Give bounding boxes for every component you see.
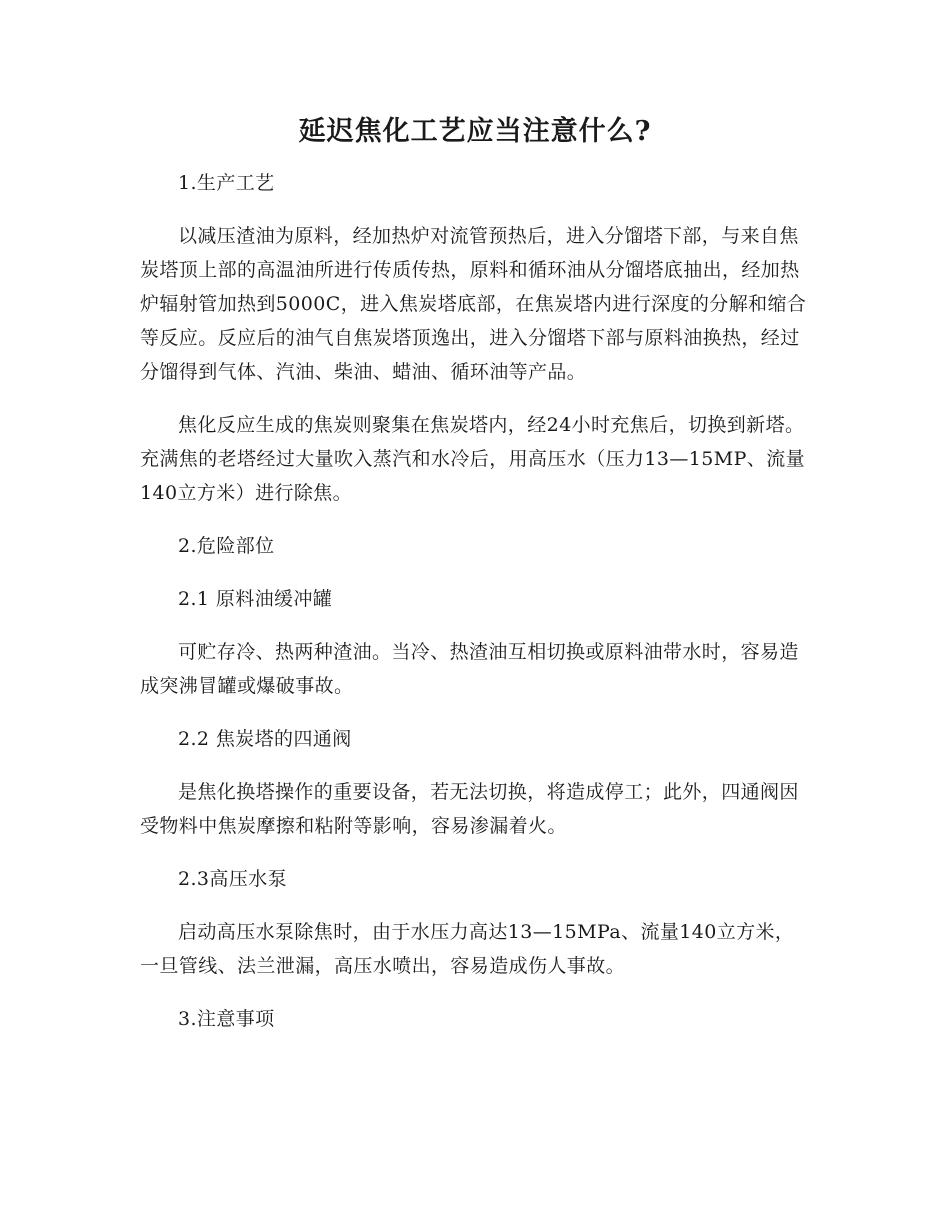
subsection-heading-four-way-valve: 2.2 焦炭塔的四通阀 [178,728,352,750]
paragraph-process-description: 以减压渣油为原料，经加热炉对流管预热后，进入分馏塔下部，与来自焦炭塔顶上部的高温油所进行传质传热，原料和循环油从分馏塔底抽出，经加热炉辐射管加热到5000C，进入焦炭塔底部，在焦炭塔内进行深度的分解和缩合等反应。反应后的油气自焦炭塔顶逸出，进入分馏塔下部与原料油换热，经过分馏得到气体、汽油、柴油、蜡油、循环油等产品。 [140,225,807,383]
paragraph-four-way-valve: 是焦化换塔操作的重要设备，若无法切换，将造成停工；此外，四通阀因受物料中焦炭摩擦和粘附等影响，容易渗漏着火。 [140,781,799,837]
section-heading-danger-areas: 2.危险部位 [178,535,275,557]
section-heading-precautions: 3.注意事项 [178,1008,275,1030]
paragraph-high-pressure-pump: 启动高压水泵除焦时，由于水压力高达13—15MPa、流量140立方米，一旦管线、法兰泄漏，高压水喷出，容易造成伤人事故。 [140,921,795,977]
document-body [140,166,812,1055]
paragraph-feed-buffer-tank: 可贮存冷、热两种渣油。当冷、热渣油互相切换或原料油带水时，容易造成突沸冒罐或爆破事故。 [140,641,799,697]
subsection-heading-high-pressure-pump: 2.3高压水泵 [178,868,288,890]
subsection-heading-feed-buffer-tank: 2.1 原料油缓冲罐 [178,588,333,610]
section-heading-production-process: 1.生产工艺 [178,172,275,194]
paragraph-coke-removal: 焦化反应生成的焦炭则聚集在焦炭塔内，经24小时充焦后，切换到新塔。充满焦的老塔经过大量吹入蒸汽和水冷后，用高压水（压力13—15MP、流量140立方米）进行除焦。 [140,414,805,504]
document-title: 延迟焦化工艺应当注意什么? [298,116,652,147]
